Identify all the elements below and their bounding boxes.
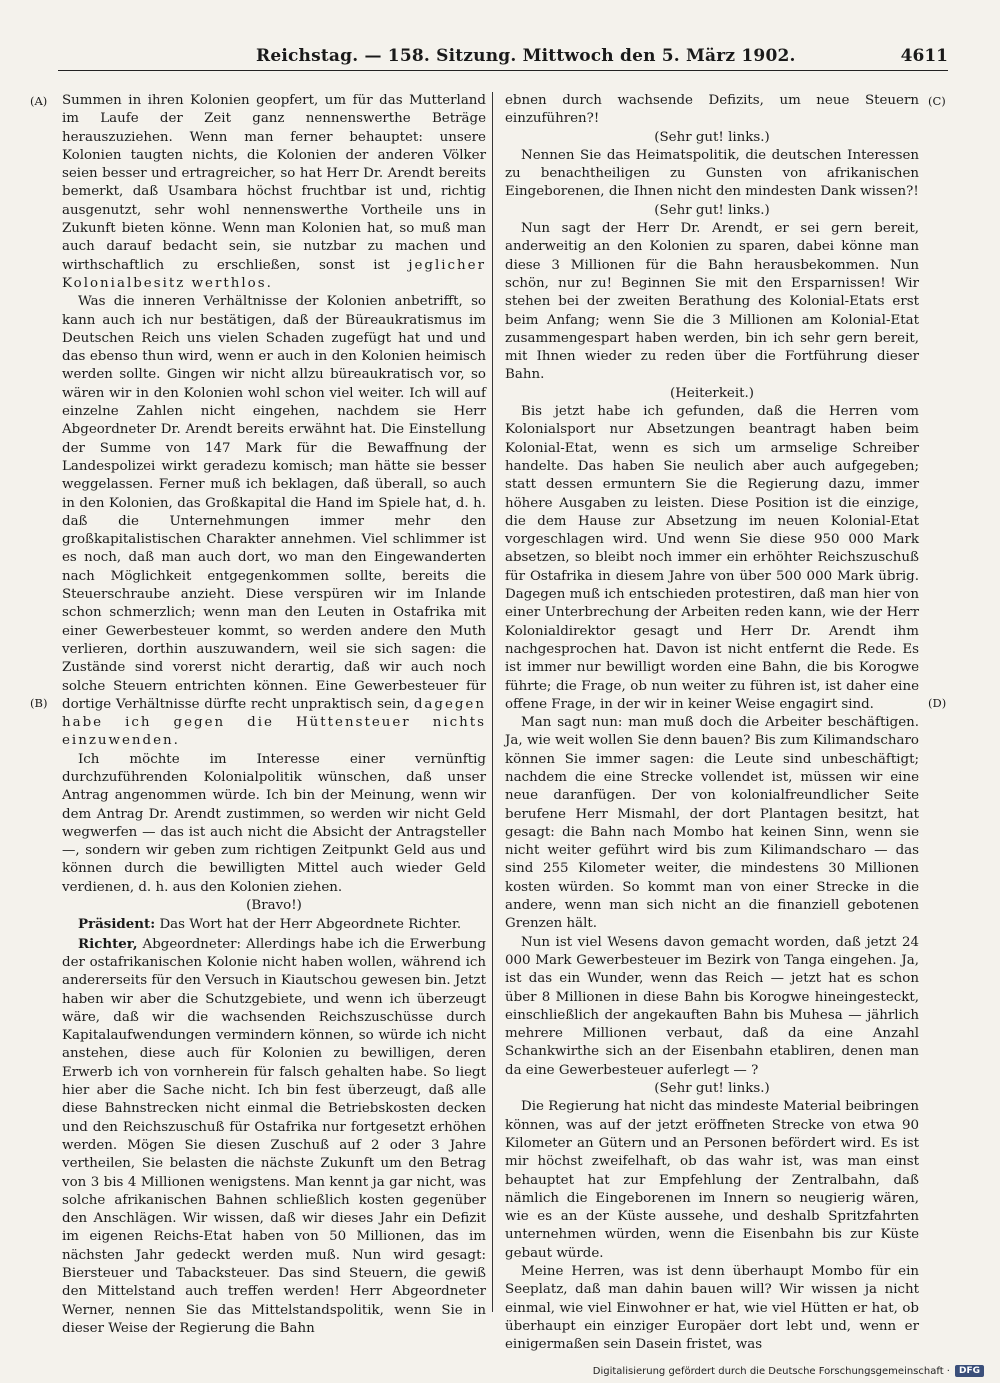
left-paragraph-3: Ich möchte im Interesse einer vernünftig durchzuführenden Kolonialpolitik wünschen, daß unser Antrag angenommen würde. Ich bin der Meinung, wenn wir dem Antrag Dr. Arendt zustimmen, so werden wir nicht Geld wegwerfen — das ist auch nicht die Absicht der Antragsteller —, sondern wir geben zum richtigen Zeitpunkt Geld aus und können durch die bewilligten Mittel auch wieder Geld verdienen, d. h. aus den Kolonien ziehen. [62, 751, 486, 895]
right-paragraph-2: Nennen Sie das Heimatspolitik, die deutschen Interessen zu benachtheiligen zu Gunsten von afrikanischen Eingeborenen, die Ihnen nicht den mindesten Dank wissen?! [505, 147, 919, 200]
right-column [505, 92, 919, 1354]
right-paragraph-7: Die Regierung hat nicht das mindeste Material beibringen können, was auf der jetzt eröffneten Strecke von etwa 90 Kilometer an Gütern und an Personen befördert wird. Es ist mir höchst zweifelhaft, ob das wahr ist, was man einst behauptet hat zur Empfehlung der Zentralbahn, daß nämlich die Eingeborenen im Innern so neugierig wären, wie es an der Küste aussehe, und deshalb Spritzfahrten unternehmen würden, wenn die Eisenbahn bis zur Küste gebaut würde. [505, 1099, 919, 1261]
footer-credit [593, 1365, 984, 1377]
reaction-4: (Sehr gut! links.) [654, 1081, 770, 1097]
margin-mark-b: (B) [30, 696, 48, 710]
right-paragraph-4: Bis jetzt habe ich gefunden, daß die Herren vom Kolonialsport nur Absetzungen beantragt haben beim Kolonial-Etat, wenn es sich um armselige Schreiber handelte. Das haben Sie neulich aber auch aufgegeben; statt dessen ermuntern Sie die Regierung dazu, immer höhere Ausgaben zu leisten. Diese Position ist die einzige, die dem Hause zur Absetzung im neuen Kolonial-Etat vorgeschlagen wird. Und wenn Sie diese 950 000 Mark absetzen, so bleibt noch immer ein erhöhter Reichszuschuß für Ostafrika in diesem Jahre von über 500 000 Mark übrig. Dagegen muß ich entschieden protestiren, daß man hier von einer Unterbrechung der Arbeiten reden kann, wie der Herr Kolonialdirektor gesagt und Herr Dr. Arendt ihm nachgesprochen hat. Davon ist nicht entfernt die Rede. Es ist immer nur bewilligt worden eine Bahn, die bis Korogwe führte; die Frage, ob nun weiter zu führen ist, ist daher eine offene Frage, in der wir in keiner Weise engagirt sind. [505, 404, 919, 712]
bravo-reaction: (Bravo!) [246, 898, 302, 914]
page-header [58, 44, 948, 71]
left-paragraph-1: Summen in ihren Kolonien geopfert, um für das Mutterland im Laufe der Zeit ganz nennenswerthe Beträge herauszuziehen. Wenn man ferner behauptet: unsere Kolonien taugten nichts, die Kolonien der anderen Völker seien besser und ertragreicher, so hat Herr Dr. Arendt bereits bemerkt, daß Usambara höchst fruchtbar ist und, richtig ausgenutzt, sehr wohl nennenswerthe Vortheile uns in Zukunft bieten könne. Wenn man Kolonien hat, so muß man auch darauf bedacht sein, sie nutzbar zu machen und wirthschaftlich zu erschließen, sonst ist jeglicher Kolonialbesitz werthlos. [62, 93, 486, 291]
right-paragraph-5: Man sagt nun: man muß doch die Arbeiter beschäftigen. Ja, wie weit wollen Sie denn bauen? Bis zum Kilimandscharo können Sie immer sagen: die Leute sind unbeschäftigt; nachdem die eine Strecke vollendet ist, müssen wir eine neue daranfügen. Der von kolonialfreundlicher Seite berufene Herr Mismahl, der dort Plantagen besitzt, hat gesagt: die Bahn nach Mombo hat keinen Sinn, wenn sie nicht weiter geführt wird bis zum Kilimandscharo — das sind 255 Kilometer weiter, die mindestens 30 Millionen kosten würden. So kommt man von einer Strecke in die andere, wenn man sich nicht an die finanziell gebotenen Grenzen hält. [505, 715, 919, 932]
page-number: 4611 [900, 46, 948, 66]
president-statement: Präsident: Das Wort hat der Herr Abgeordnete Richter. [78, 916, 462, 933]
reaction-2: (Sehr gut! links.) [654, 202, 770, 218]
left-column [62, 92, 486, 1338]
margin-mark-a: (A) [30, 94, 48, 108]
footer-text: Digitalisierung gefördert durch die Deutsche Forschungsgemeinschaft · [592, 1365, 950, 1377]
margin-mark-d: (D) [928, 696, 947, 710]
right-paragraph-3: Nun sagt der Herr Dr. Arendt, er sei gern bereit, anderweitig an den Kolonien zu sparen, dabei könne man diese 3 Millionen für die Bahn herausbekommen. Nun schön, nur zu! Beginnen Sie mit den Ersparnissen! Wir stehen bei der zweiten Berathung des Kolonial-Etats erst beim Anfang; wenn Sie die 3 Millionen am Kolonial-Etat zusammengespart haben werden, bin ich sehr gern bereit, mit Ihnen wieder zu reden über die Fortführung dieser Bahn. [505, 221, 919, 383]
left-paragraph-2: Was die inneren Verhältnisse der Kolonien anbetrifft, so kann auch ich nur bestätigen, daß der Büreaukratismus im Deutschen Reich uns vielen Schaden zugefügt hat und und das ebenso thun wird, wenn er auch in den Kolonien heimisch werden sollte. Gingen wir nicht allzu büreaukratisch vor, so wären wir in den Kolonien wohl schon viel weiter. Ich will auf einzelne Zahlen nicht eingehen, nachdem sie Herr Abgeordneter Dr. Arendt bereits erwähnt hat. Die Einstellung der Summe von 147 Mark für die Bewaffnung der Landespolizei wirkt geradezu komisch; man hätte sie besser weggelassen. Ferner muß ich beklagen, daß überall, so auch in den Kolonien, das Großkapital die Hand im Spiele hat, d. h. daß die Unternehmungen immer mehr den großkapitalistischen Charakter annehmen. Viel schlimmer ist es noch, daß man auch dort, wo man den Eingewanderten nach Möglichkeit entgegenkommen sollte, bereits die Steuerschraube anzieht. Diese verspüren wir im Inlande schon schmerzlich; wenn man den Leuten in Ostafrika mit einer Gewerbesteuer kommt, so werden andere den Muth verlieren, dorthin auszuwandern, weil sie sich sagen: die Zustände sind vorerst nicht derartig, daß wir auch noch solche Steuern entrichten können. Eine Gewerbesteuer für dortige Verhältnisse dürfte recht unpraktisch sein, dagegen habe ich gegen die Hüttensteuer nichts einzuwenden. [62, 294, 486, 749]
margin-mark-c: (C) [928, 94, 946, 108]
dfg-logo: DFG [955, 1365, 984, 1377]
column-divider [492, 92, 493, 1312]
right-paragraph-1: ebnen durch wachsende Defizits, um neue Steuern einzuführen?! [505, 93, 919, 127]
right-paragraph-6: Nun ist viel Wesens davon gemacht worden, daß jetzt 24 000 Mark Gewerbesteuer im Bezirk von Tanga eingehen. Ja, ist das ein Wunder, wenn das Reich — jetzt hat es schon über 8 Millionen in diese Bahn bis Korogwe hineingesteckt, einschließlich der angekauften Bahn bis Muhesa — jährlich mehrere Millionen verbaut, daß da eine Anzahl Schankwirthe sich an der Eisenbahn etabliren, denen man da eine Gewerbesteuer auferlegt — ? [505, 934, 919, 1078]
reaction-1: (Sehr gut! links.) [654, 129, 770, 145]
header-title: Reichstag. — 158. Sitzung. Mittwoch den 5. März 1902. [256, 46, 796, 66]
richter-speech: Richter, Abgeordneter: Allerdings habe ich die Erwerbung der ostafrikanischen Kolonie nicht haben wollen, während ich andererseits für den Versuch in Kiautschou gewesen bin. Jetzt haben wir aber die Schutzgebiete, und wenn ich überzeugt wäre, daß wir die wachsenden Reichszuschüsse durch Kapitalaufwendungen vermindern können, so würde ich nicht anstehen, diese auch für Kolonien zu bewilligen, deren Erwerb ich von vornherein für falsch gehalten habe. So liegt hier aber die Sache nicht. Ich bin fest überzeugt, daß alle diese Bahnstrecken nicht einmal die Betriebskosten decken und den Reichszuschuß für Ostafrika nur fortgesetzt erhöhen werden. Mögen Sie diesen Zuschuß auf 2 oder 3 Jahre vertheilen, Sie belasten die nächste Zukunft um den Betrag von 3 bis 4 Millionen wenigstens. Man kennt ja gar nicht, was solche afrikanischen Bahnen schließlich kosten gegenüber den Anschlägen. Wir wissen, daß wir dieses Jahr ein Defizit im eigenen Reichs-Etat haben von 50 Millionen, das im nächsten Jahr gedeckt werden muß. Nun wird gesagt: Biersteuer und Tabacksteuer. Das sind Steuern, die gewiß den Mittelstand auch treffen werden! Herr Abgeordneter Werner, nennen Sie das Mittelstandspolitik, wenn Sie in dieser Weise der Regierung die Bahn [62, 935, 486, 1336]
reaction-3: (Heiterkeit.) [670, 385, 754, 401]
right-paragraph-8: Meine Herren, was ist denn überhaupt Mombo für ein Seeplatz, daß man dahin bauen will? Wir wissen ja nicht einmal, wie viel Einwohner er hat, wie viel Hütten er hat, ob überhaupt ein einziger Europäer dort lebt und, wenn er einigermaßen sein Dasein fristet, was [505, 1264, 919, 1353]
